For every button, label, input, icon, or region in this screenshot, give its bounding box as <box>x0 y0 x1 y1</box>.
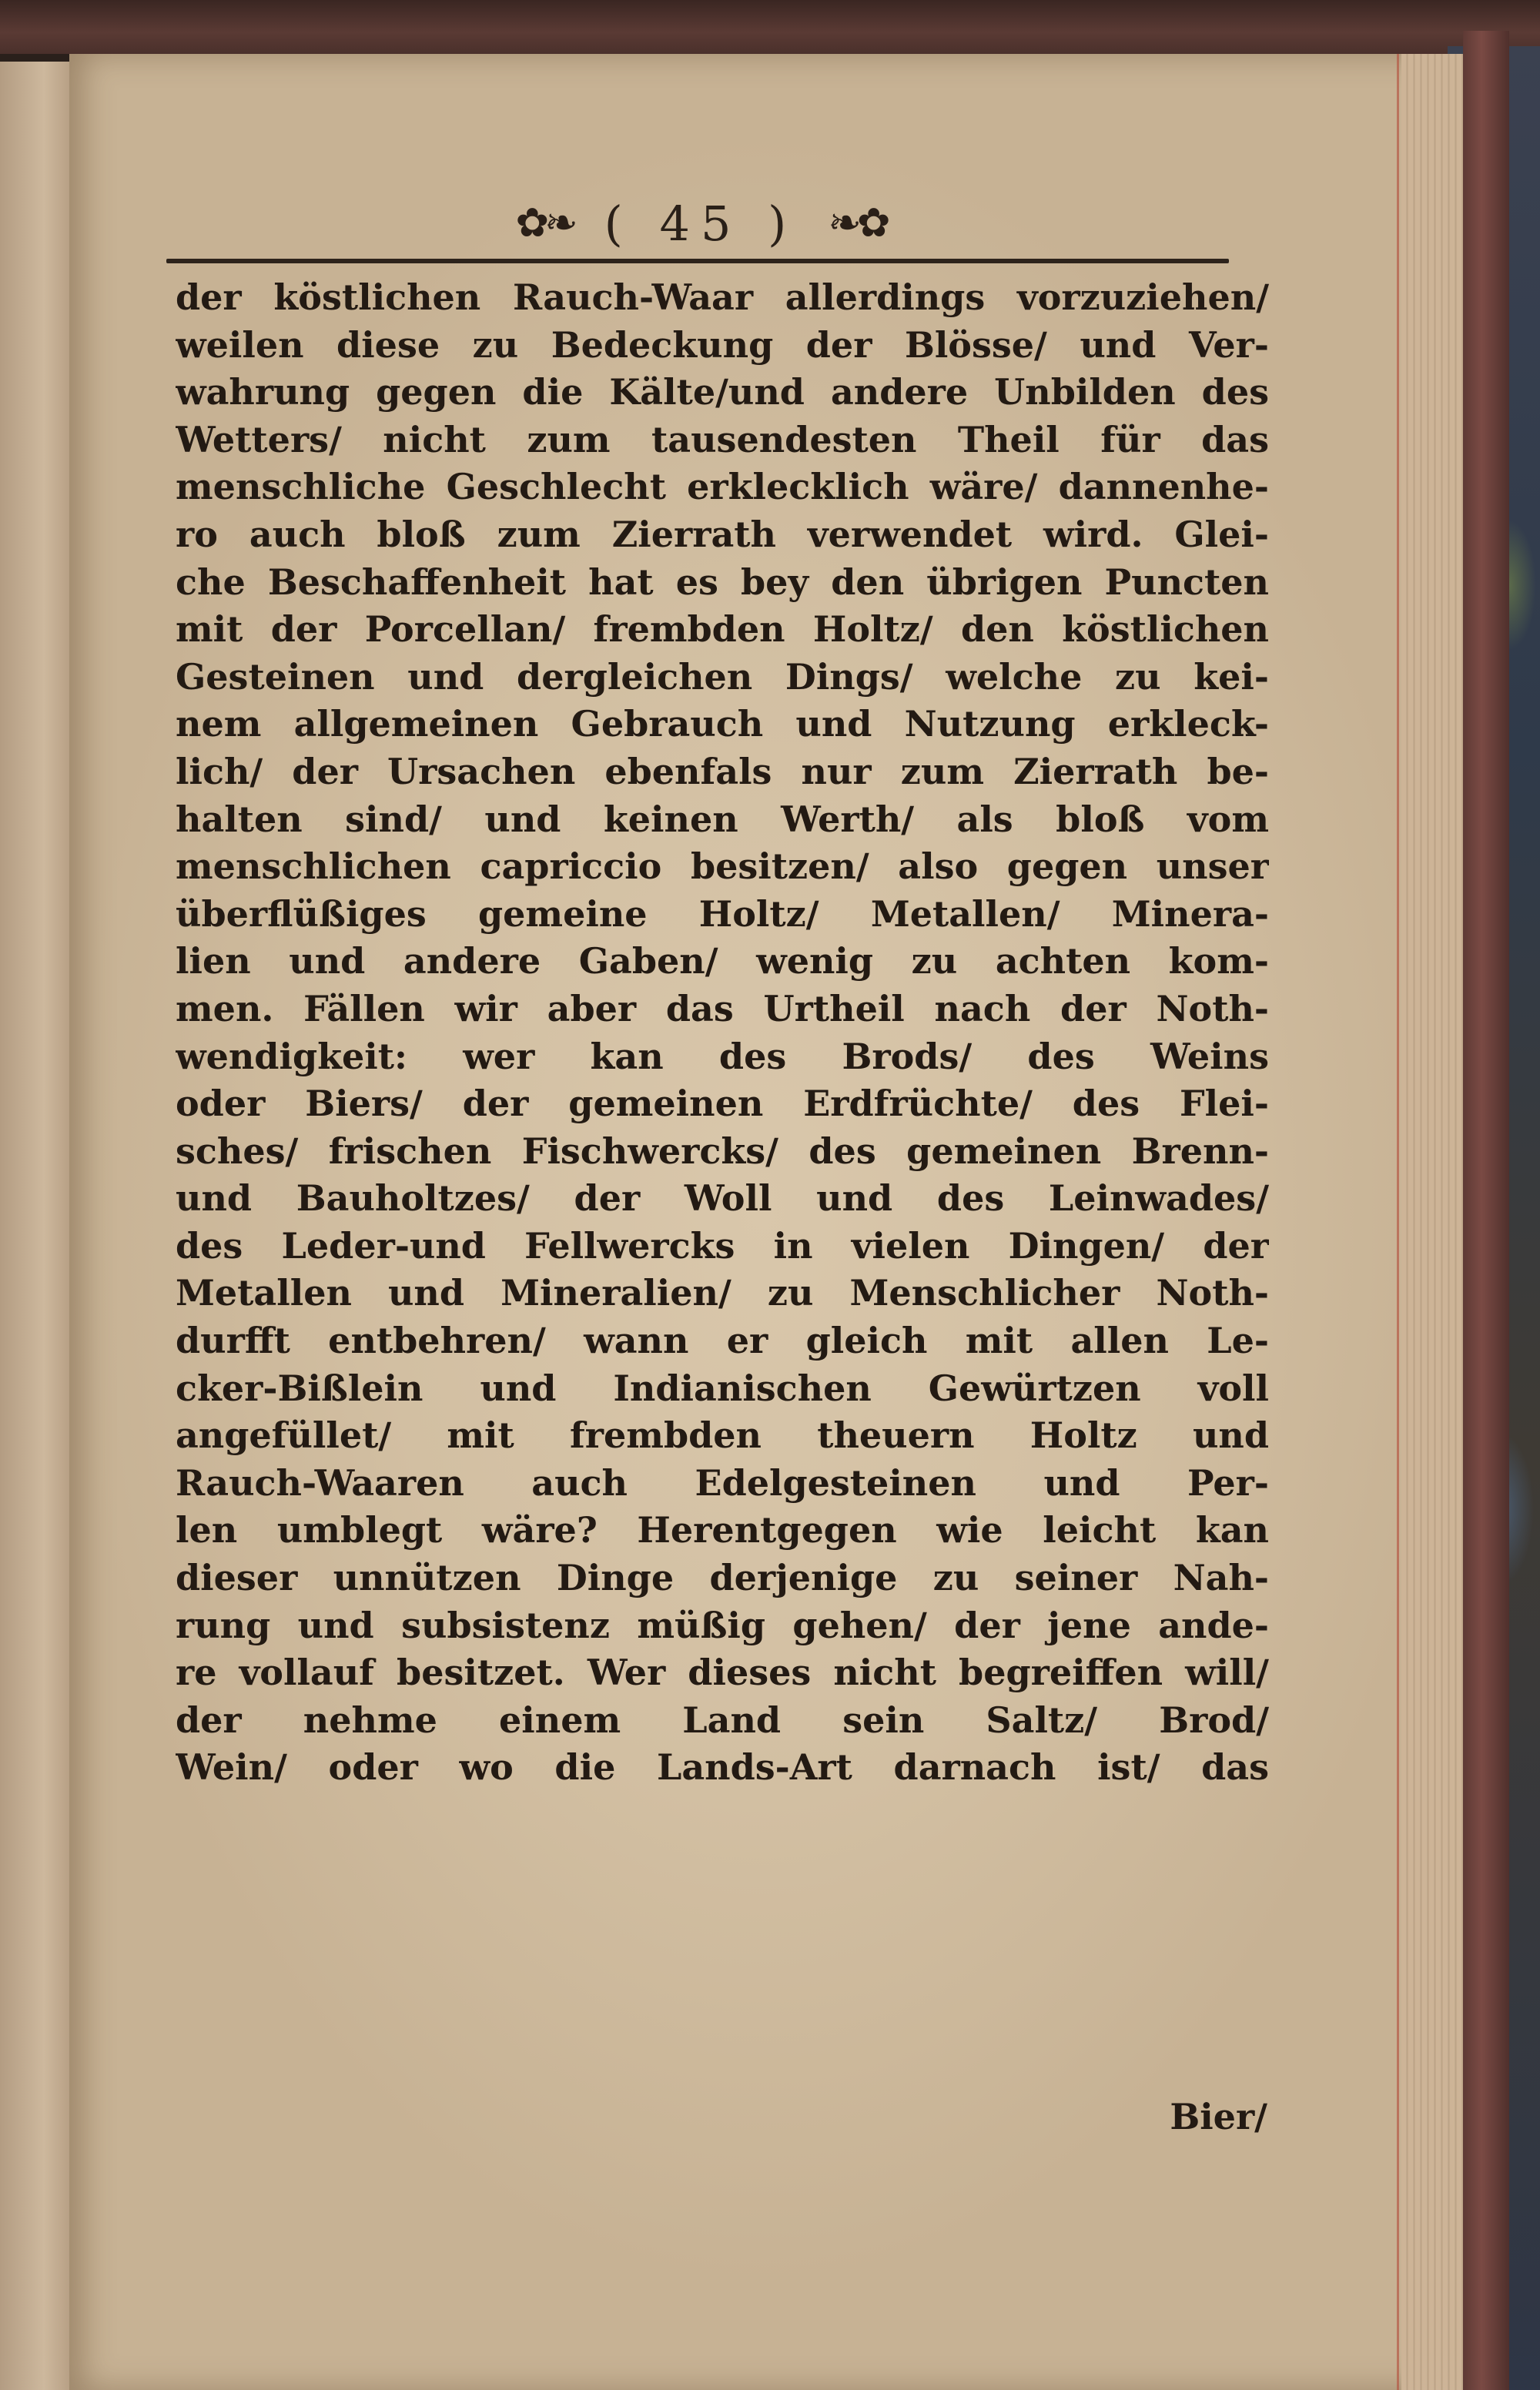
text-line: che Beschaffenheit hat es bey den übrigen Puncten <box>176 561 1269 603</box>
text-line: ro auch bloß zum Zierrath verwendet wird. Glei- <box>176 513 1269 555</box>
book-cover-right <box>1463 31 1509 2390</box>
text-line: der nehme einem Land sein Saltz/ Brod/ <box>176 1699 1269 1741</box>
left-ornament-icon: ✿❧ <box>515 200 574 246</box>
text-line: lien und andere Gaben/ wenig zu achten kom- <box>176 940 1269 982</box>
text-line: menschliche Geschlecht erklecklich wäre/ dannenhe- <box>176 466 1269 508</box>
show-through-blot <box>254 2079 346 2110</box>
catchword: Bier/ <box>1170 2096 1267 2137</box>
text-line: menschlichen capriccio besitzen/ also gegen unser <box>176 845 1269 888</box>
text-line: Metallen und Mineralien/ zu Menschlicher Noth- <box>176 1272 1269 1314</box>
text-line: re vollauf besitzet. Wer dieses nicht begreiffen will/ <box>176 1652 1269 1694</box>
text-line: cker-Bißlein und Indianischen Gewürtzen voll <box>176 1367 1269 1409</box>
text-line: lich/ der Ursachen ebenfals nur zum Zierrath be- <box>176 750 1269 792</box>
text-line: wahrung gegen die Kälte/und andere Unbilden des <box>176 371 1269 413</box>
text-line: Wein/ oder wo die Lands-Art darnach ist/ das <box>176 1746 1269 1789</box>
text-line: halten sind/ und keinen Werth/ als bloß vom <box>176 798 1269 840</box>
text-line: überflüßiges gemeine Holtz/ Metallen/ Minera- <box>176 892 1269 935</box>
page-header <box>462 192 939 254</box>
text-line: sches/ frischen Fischwercks/ des gemeinen Brenn- <box>176 1130 1269 1172</box>
text-line: wendigkeit: wer kan des Brods/ des Weins <box>176 1035 1269 1077</box>
text-line: rung und subsistenz müßig gehen/ der jene ande- <box>176 1604 1269 1646</box>
red-edge-line <box>1397 54 1399 2390</box>
text-line: angefüllet/ mit frembden theuern Holtz und <box>176 1414 1269 1457</box>
text-line: nem allgemeinen Gebrauch und Nutzung erkleck- <box>176 703 1269 745</box>
text-line: Gesteinen und dergleichen Dings/ welche zu kei- <box>176 655 1269 698</box>
text-line: Wetters/ nicht zum tausendesten Theil für das <box>176 418 1269 460</box>
header-rule <box>166 259 1229 263</box>
page-number: ( 45 ) <box>604 195 798 252</box>
body-text <box>176 274 1269 1792</box>
text-line: dieser unnützen Dinge derjenige zu seiner Nah- <box>176 1557 1269 1599</box>
text-line: men. Fällen wir aber das Urtheil nach der Noth- <box>176 987 1269 1029</box>
text-line: mit der Porcellan/ frembden Holtz/ den köstlichen <box>176 608 1269 651</box>
text-line: len umblegt wäre? Herentgegen wie leicht kan <box>176 1509 1269 1551</box>
facing-page-edge <box>0 62 73 2390</box>
text-line: und Bauholtzes/ der Woll und des Leinwades/ <box>176 1177 1269 1220</box>
text-line: der köstlichen Rauch-Waar allerdings vorzuziehen/ <box>176 276 1269 318</box>
text-line: des Leder-und Fellwercks in vielen Dingen/ der <box>176 1224 1269 1267</box>
book-cover-top <box>0 0 1540 54</box>
text-line: Rauch-Waaren auch Edelgesteinen und Per- <box>176 1461 1269 1504</box>
text-line: durfft entbehren/ wann er gleich mit allen Le- <box>176 1320 1269 1362</box>
right-ornament-icon: ❧✿ <box>828 200 886 246</box>
text-line: oder Biers/ der gemeinen Erdfrüchte/ des Flei- <box>176 1083 1269 1125</box>
text-line: weilen diese zu Bedeckung der Blösse/ und Ver- <box>176 323 1269 366</box>
page-edge-stack <box>1401 54 1463 2390</box>
